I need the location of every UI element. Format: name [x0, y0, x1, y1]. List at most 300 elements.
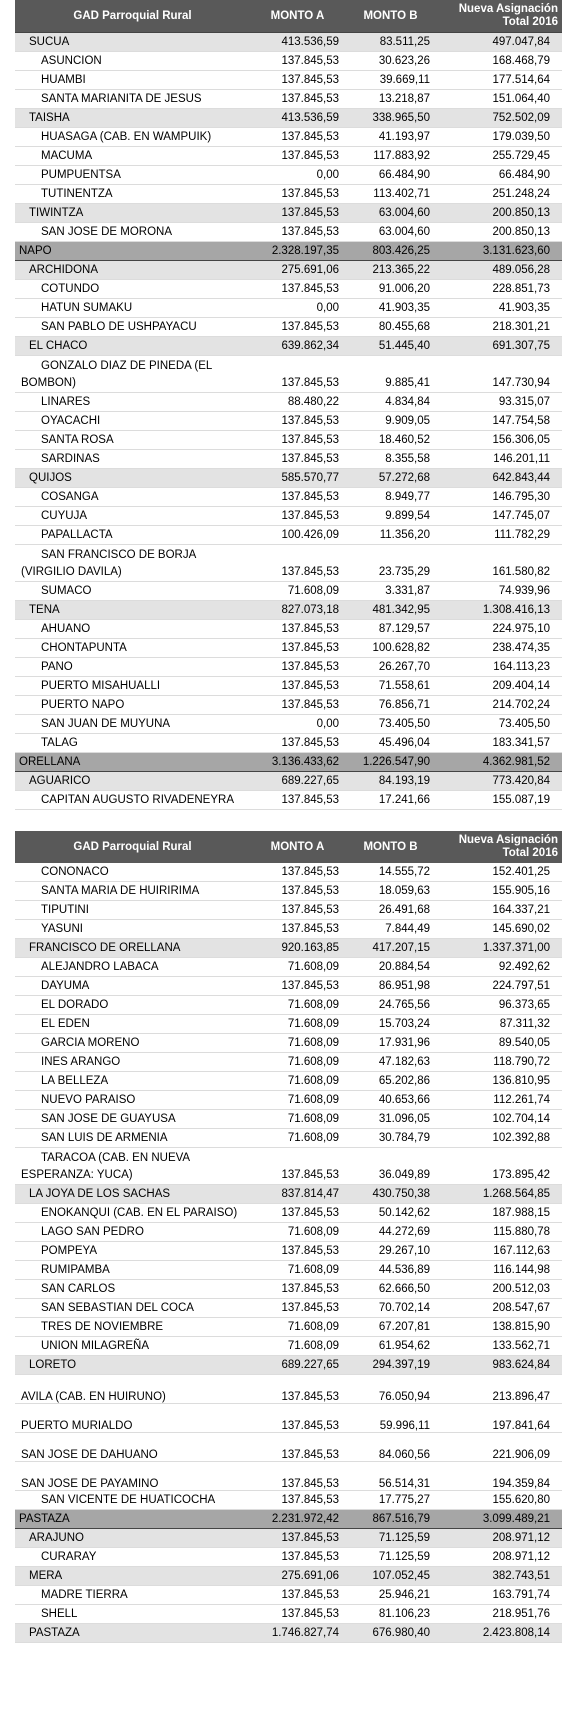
name-cell: AHUANO: [15, 620, 250, 639]
monto-a-cell: 137.845,53: [250, 1529, 345, 1548]
monto-a-cell: 71.608,09: [250, 1053, 345, 1072]
name-cell: DAYUMA: [15, 977, 250, 996]
monto-b-cell: 45.496,04: [345, 734, 436, 753]
name-cell: COTUNDO: [15, 280, 250, 299]
monto-b-cell: 76.856,71: [345, 696, 436, 715]
monto-b-cell: 80.455,68: [345, 318, 436, 337]
name-cell: PASTAZA: [15, 1510, 250, 1529]
parish-row: [15, 1404, 562, 1433]
monto-a-cell: 639.862,34: [250, 337, 345, 356]
monto-a-cell: 137.845,53: [250, 901, 345, 920]
total-cell: 161.580,82: [436, 545, 562, 582]
parish-row: [15, 1204, 562, 1223]
monto-a-cell: 137.845,53: [250, 412, 345, 431]
monto-b-cell: 117.883,92: [345, 147, 436, 166]
monto-b-cell: 63.004,60: [345, 223, 436, 242]
parish-row: [15, 882, 562, 901]
total-cell: 4.362.981,52: [436, 753, 562, 772]
name-cell: ARCHIDONA: [15, 261, 250, 280]
monto-a-cell: 137.845,53: [250, 1204, 345, 1223]
total-cell: 92.492,62: [436, 958, 562, 977]
total-cell: 382.743,51: [436, 1567, 562, 1586]
total-cell: 155.087,19: [436, 791, 562, 810]
parish-row: [15, 299, 562, 318]
parish-row: [15, 696, 562, 715]
canton-row: [15, 1624, 562, 1643]
monto-b-cell: 17.931,96: [345, 1034, 436, 1053]
monto-a-cell: 2.328.197,35: [250, 242, 345, 261]
monto-a-cell: 137.845,53: [250, 204, 345, 223]
total-cell: 3.099.489,21: [436, 1510, 562, 1529]
monto-a-cell: 137.845,53: [250, 488, 345, 507]
monto-a-cell: 1.746.827,74: [250, 1624, 345, 1643]
parish-row: [15, 1337, 562, 1356]
name-cell: SUMACO: [15, 582, 250, 601]
total-cell: 73.405,50: [436, 715, 562, 734]
parish-row: [15, 1491, 562, 1510]
monto-b-cell: 25.946,21: [345, 1586, 436, 1605]
monto-b-cell: 51.445,40: [345, 337, 436, 356]
parish-row: [15, 1091, 562, 1110]
total-cell: 1.337.371,00: [436, 939, 562, 958]
total-cell: 146.201,11: [436, 450, 562, 469]
total-cell: 228.851,73: [436, 280, 562, 299]
monto-a-cell: 137.845,53: [250, 318, 345, 337]
table-header: [15, 831, 562, 863]
monto-b-cell: 7.844,49: [345, 920, 436, 939]
total-cell: 138.815,90: [436, 1318, 562, 1337]
parish-row: [15, 1242, 562, 1261]
monto-a-cell: 137.845,53: [250, 356, 345, 393]
monto-b-cell: 44.536,89: [345, 1261, 436, 1280]
header-monto-a: MONTO A: [250, 0, 345, 33]
monto-a-cell: 137.845,53: [250, 507, 345, 526]
monto-b-cell: 8.949,77: [345, 488, 436, 507]
monto-a-cell: 137.845,53: [250, 977, 345, 996]
monto-b-cell: 76.050,94: [345, 1375, 436, 1404]
table-gap: [0, 810, 566, 831]
monto-b-cell: 66.484,90: [345, 166, 436, 185]
monto-b-cell: 430.750,38: [345, 1185, 436, 1204]
name-cell: SAN JOSE DE MORONA: [15, 223, 250, 242]
monto-b-cell: 59.996,11: [345, 1404, 436, 1433]
monto-a-cell: 71.608,09: [250, 1091, 345, 1110]
total-cell: 983.624,84: [436, 1356, 562, 1375]
name-cell: SHELL: [15, 1605, 250, 1624]
monto-a-cell: 137.845,53: [250, 1605, 345, 1624]
monto-a-cell: 275.691,06: [250, 1567, 345, 1586]
name-cell: PANO: [15, 658, 250, 677]
name-cell: CUYUJA: [15, 507, 250, 526]
monto-a-cell: 137.845,53: [250, 677, 345, 696]
monto-a-cell: 71.608,09: [250, 582, 345, 601]
parish-row: [15, 977, 562, 996]
monto-a-cell: 137.845,53: [250, 52, 345, 71]
name-cell: TIPUTINI: [15, 901, 250, 920]
monto-b-cell: 47.182,63: [345, 1053, 436, 1072]
monto-b-cell: 294.397,19: [345, 1356, 436, 1375]
name-cell: SAN JUAN DE MUYUNA: [15, 715, 250, 734]
name-cell: SARDINAS: [15, 450, 250, 469]
monto-a-cell: 137.845,53: [250, 545, 345, 582]
header-total: Nueva Asignación Total 2016: [436, 831, 562, 863]
name-cell: PUMPUENTSA: [15, 166, 250, 185]
name-cell: CONONACO: [15, 863, 250, 882]
name-cell: LA BELLEZA: [15, 1072, 250, 1091]
total-cell: 116.144,98: [436, 1261, 562, 1280]
total-cell: 147.730,94: [436, 356, 562, 393]
parish-row: [15, 677, 562, 696]
parish-row: [15, 791, 562, 810]
total-cell: 218.301,21: [436, 318, 562, 337]
name-cell: ENOKANQUI (CAB. EN EL PARAISO): [15, 1204, 250, 1223]
monto-b-cell: 30.623,26: [345, 52, 436, 71]
name-cell: MADRE TIERRA: [15, 1586, 250, 1605]
monto-a-cell: 71.608,09: [250, 996, 345, 1015]
name-cell: HATUN SUMAKU: [15, 299, 250, 318]
monto-a-cell: 137.845,53: [250, 1548, 345, 1567]
monto-b-cell: 3.331,87: [345, 582, 436, 601]
parish-row: [15, 1605, 562, 1624]
total-cell: 197.841,64: [436, 1404, 562, 1433]
total-cell: 147.745,07: [436, 507, 562, 526]
monto-b-cell: 56.514,31: [345, 1462, 436, 1491]
monto-a-cell: 137.845,53: [250, 920, 345, 939]
monto-b-cell: 71.125,59: [345, 1529, 436, 1548]
parish-row: [15, 1318, 562, 1337]
total-cell: 224.975,10: [436, 620, 562, 639]
total-cell: 93.315,07: [436, 393, 562, 412]
parish-row: [15, 1586, 562, 1605]
monto-a-cell: 0,00: [250, 715, 345, 734]
canton-row: [15, 1356, 562, 1375]
total-cell: 213.896,47: [436, 1375, 562, 1404]
parish-row: [15, 318, 562, 337]
name-cell: PAPALLACTA: [15, 526, 250, 545]
total-cell: 151.064,40: [436, 90, 562, 109]
name-cell: SAN JOSE DE PAYAMINO: [15, 1462, 250, 1491]
name-cell: CHONTAPUNTA: [15, 639, 250, 658]
monto-b-cell: 86.951,98: [345, 977, 436, 996]
name-cell: SAN SEBASTIAN DEL COCA: [15, 1299, 250, 1318]
parish-row: [15, 715, 562, 734]
monto-b-cell: 24.765,56: [345, 996, 436, 1015]
monto-a-cell: 88.480,22: [250, 393, 345, 412]
monto-b-cell: 8.355,58: [345, 450, 436, 469]
canton-row: [15, 772, 562, 791]
name-cell: LORETO: [15, 1356, 250, 1375]
monto-b-cell: 71.558,61: [345, 677, 436, 696]
monto-a-cell: 2.231.972,42: [250, 1510, 345, 1529]
parish-row: [15, 1053, 562, 1072]
monto-b-cell: 9.885,41: [345, 356, 436, 393]
total-cell: 102.704,14: [436, 1110, 562, 1129]
parish-row: [15, 1261, 562, 1280]
monto-a-cell: 137.845,53: [250, 863, 345, 882]
total-cell: 200.850,13: [436, 204, 562, 223]
monto-b-cell: 57.272,68: [345, 469, 436, 488]
monto-b-cell: 50.142,62: [345, 1204, 436, 1223]
total-cell: 146.795,30: [436, 488, 562, 507]
monto-a-cell: 413.536,59: [250, 33, 345, 52]
name-cell: AVILA (CAB. EN HUIRUNO): [15, 1375, 250, 1404]
name-cell: LA JOYA DE LOS SACHAS: [15, 1185, 250, 1204]
table-body: [15, 33, 562, 810]
allocation-table-2: [15, 831, 562, 1643]
name-cell: SAN VICENTE DE HUATICOCHA: [15, 1491, 250, 1510]
canton-row: [15, 939, 562, 958]
monto-b-cell: 481.342,95: [345, 601, 436, 620]
total-cell: 163.791,74: [436, 1586, 562, 1605]
monto-a-cell: 137.845,53: [250, 1148, 345, 1185]
monto-b-cell: 65.202,86: [345, 1072, 436, 1091]
monto-a-cell: 71.608,09: [250, 1072, 345, 1091]
total-cell: 489.056,28: [436, 261, 562, 280]
parish-row: [15, 507, 562, 526]
total-cell: 102.392,88: [436, 1129, 562, 1148]
total-cell: 111.782,29: [436, 526, 562, 545]
parish-row: [15, 545, 562, 582]
total-cell: 773.420,84: [436, 772, 562, 791]
name-cell: CURARAY: [15, 1548, 250, 1567]
monto-b-cell: 100.628,82: [345, 639, 436, 658]
monto-b-cell: 26.267,70: [345, 658, 436, 677]
total-cell: 238.474,35: [436, 639, 562, 658]
parish-row: [15, 1110, 562, 1129]
parish-row: [15, 1462, 562, 1491]
total-cell: 200.512,03: [436, 1280, 562, 1299]
monto-a-cell: 920.163,85: [250, 939, 345, 958]
name-cell: FRANCISCO DE ORELLANA: [15, 939, 250, 958]
parish-row: [15, 1375, 562, 1404]
total-cell: 224.797,51: [436, 977, 562, 996]
monto-a-cell: 71.608,09: [250, 1129, 345, 1148]
name-cell: ALEJANDRO LABACA: [15, 958, 250, 977]
monto-b-cell: 40.653,66: [345, 1091, 436, 1110]
monto-a-cell: 0,00: [250, 299, 345, 318]
monto-a-cell: 137.845,53: [250, 882, 345, 901]
total-cell: 145.690,02: [436, 920, 562, 939]
monto-b-cell: 676.980,40: [345, 1624, 436, 1643]
parish-row: [15, 147, 562, 166]
monto-b-cell: 39.669,11: [345, 71, 436, 90]
parish-row: [15, 412, 562, 431]
parish-row: [15, 1299, 562, 1318]
monto-a-cell: 837.814,47: [250, 1185, 345, 1204]
canton-row: [15, 1529, 562, 1548]
parish-row: [15, 450, 562, 469]
monto-a-cell: 137.845,53: [250, 431, 345, 450]
total-cell: 2.423.808,14: [436, 1624, 562, 1643]
table-body: [15, 863, 562, 1643]
total-cell: 194.359,84: [436, 1462, 562, 1491]
monto-a-cell: 137.845,53: [250, 791, 345, 810]
monto-a-cell: 137.845,53: [250, 71, 345, 90]
parish-row: [15, 658, 562, 677]
total-cell: 3.131.623,60: [436, 242, 562, 261]
total-cell: 112.261,74: [436, 1091, 562, 1110]
parish-row: [15, 166, 562, 185]
name-cell: SAN JOSE DE DAHUANO: [15, 1433, 250, 1462]
parish-row: [15, 1015, 562, 1034]
total-cell: 642.843,44: [436, 469, 562, 488]
monto-a-cell: 137.845,53: [250, 658, 345, 677]
monto-a-cell: 137.845,53: [250, 620, 345, 639]
monto-b-cell: 63.004,60: [345, 204, 436, 223]
monto-a-cell: 71.608,09: [250, 1318, 345, 1337]
parish-row: [15, 526, 562, 545]
name-cell: TUTINENTZA: [15, 185, 250, 204]
canton-row: [15, 1567, 562, 1586]
total-cell: 218.951,76: [436, 1605, 562, 1624]
name-cell: GARCIA MORENO: [15, 1034, 250, 1053]
parish-row: [15, 901, 562, 920]
monto-a-cell: 3.136.433,62: [250, 753, 345, 772]
monto-b-cell: 18.059,63: [345, 882, 436, 901]
total-cell: 752.502,09: [436, 109, 562, 128]
name-cell: PASTAZA: [15, 1624, 250, 1643]
monto-b-cell: 36.049,89: [345, 1148, 436, 1185]
name-cell: TARACOA (CAB. EN NUEVA ESPERANZA: YUCA): [15, 1148, 250, 1185]
monto-a-cell: 137.845,53: [250, 1433, 345, 1462]
name-cell: MERA: [15, 1567, 250, 1586]
monto-a-cell: 689.227,65: [250, 772, 345, 791]
name-cell: SAN PABLO DE USHPAYACU: [15, 318, 250, 337]
name-cell: EL DORADO: [15, 996, 250, 1015]
monto-a-cell: 137.845,53: [250, 128, 345, 147]
name-cell: COSANGA: [15, 488, 250, 507]
parish-row: [15, 431, 562, 450]
table-header: [15, 0, 562, 33]
total-cell: 168.468,79: [436, 52, 562, 71]
name-cell: PUERTO MURIALDO: [15, 1404, 250, 1433]
name-cell: TIWINTZA: [15, 204, 250, 223]
monto-b-cell: 9.909,05: [345, 412, 436, 431]
monto-b-cell: 31.096,05: [345, 1110, 436, 1129]
total-cell: 96.373,65: [436, 996, 562, 1015]
monto-b-cell: 87.129,57: [345, 620, 436, 639]
parish-row: [15, 71, 562, 90]
monto-b-cell: 84.060,56: [345, 1433, 436, 1462]
parish-row: [15, 1034, 562, 1053]
name-cell: HUASAGA (CAB. EN WAMPUIK): [15, 128, 250, 147]
total-cell: 208.547,67: [436, 1299, 562, 1318]
total-cell: 183.341,57: [436, 734, 562, 753]
name-cell: SAN JOSE DE GUAYUSA: [15, 1110, 250, 1129]
header-monto-a: MONTO A: [250, 831, 345, 863]
monto-a-cell: 137.845,53: [250, 90, 345, 109]
name-cell: INES ARANGO: [15, 1053, 250, 1072]
total-cell: 691.307,75: [436, 337, 562, 356]
monto-a-cell: 137.845,53: [250, 734, 345, 753]
canton-row: [15, 261, 562, 280]
name-cell: TRES DE NOVIEMBRE: [15, 1318, 250, 1337]
total-cell: 155.620,80: [436, 1491, 562, 1510]
total-cell: 41.903,35: [436, 299, 562, 318]
name-cell: ORELLANA: [15, 753, 250, 772]
name-cell: LINARES: [15, 393, 250, 412]
parish-row: [15, 996, 562, 1015]
monto-a-cell: 827.073,18: [250, 601, 345, 620]
monto-b-cell: 62.666,50: [345, 1280, 436, 1299]
monto-b-cell: 867.516,79: [345, 1510, 436, 1529]
monto-b-cell: 17.241,66: [345, 791, 436, 810]
monto-a-cell: 71.608,09: [250, 1110, 345, 1129]
total-cell: 179.039,50: [436, 128, 562, 147]
name-cell: LAGO SAN PEDRO: [15, 1223, 250, 1242]
name-cell: SANTA MARIA DE HUIRIRIMA: [15, 882, 250, 901]
monto-a-cell: 689.227,65: [250, 1356, 345, 1375]
parish-row: [15, 128, 562, 147]
monto-b-cell: 73.405,50: [345, 715, 436, 734]
monto-b-cell: 71.125,59: [345, 1548, 436, 1567]
monto-a-cell: 137.845,53: [250, 280, 345, 299]
monto-b-cell: 11.356,20: [345, 526, 436, 545]
header-total: Nueva Asignación Total 2016: [436, 0, 562, 33]
monto-b-cell: 67.207,81: [345, 1318, 436, 1337]
parish-row: [15, 488, 562, 507]
parish-row: [15, 920, 562, 939]
header-gad: GAD Parroquial Rural: [15, 0, 250, 33]
monto-a-cell: 71.608,09: [250, 958, 345, 977]
monto-b-cell: 213.365,22: [345, 261, 436, 280]
name-cell: SUCUA: [15, 33, 250, 52]
total-cell: 167.112,63: [436, 1242, 562, 1261]
parish-row: [15, 356, 562, 393]
monto-b-cell: 81.106,23: [345, 1605, 436, 1624]
parish-row: [15, 620, 562, 639]
total-cell: 164.337,21: [436, 901, 562, 920]
name-cell: HUAMBI: [15, 71, 250, 90]
name-cell: MACUMA: [15, 147, 250, 166]
name-cell: EL CHACO: [15, 337, 250, 356]
parish-row: [15, 639, 562, 658]
parish-row: [15, 863, 562, 882]
monto-b-cell: 803.426,25: [345, 242, 436, 261]
monto-b-cell: 30.784,79: [345, 1129, 436, 1148]
monto-a-cell: 0,00: [250, 166, 345, 185]
monto-b-cell: 29.267,10: [345, 1242, 436, 1261]
parish-row: [15, 582, 562, 601]
canton-row: [15, 337, 562, 356]
total-cell: 187.988,15: [436, 1204, 562, 1223]
total-cell: 208.971,12: [436, 1529, 562, 1548]
monto-a-cell: 71.608,09: [250, 1015, 345, 1034]
total-cell: 497.047,84: [436, 33, 562, 52]
total-cell: 209.404,14: [436, 677, 562, 696]
name-cell: SAN FRANCISCO DE BORJA (VIRGILIO DAVILA): [15, 545, 250, 582]
total-cell: 173.895,42: [436, 1148, 562, 1185]
monto-a-cell: 137.845,53: [250, 1462, 345, 1491]
total-cell: 214.702,24: [436, 696, 562, 715]
parish-row: [15, 734, 562, 753]
name-cell: GONZALO DIAZ DE PINEDA (EL BOMBON): [15, 356, 250, 393]
name-cell: TENA: [15, 601, 250, 620]
parish-row: [15, 90, 562, 109]
monto-b-cell: 14.555,72: [345, 863, 436, 882]
name-cell: SAN LUIS DE ARMENIA: [15, 1129, 250, 1148]
monto-a-cell: 137.845,53: [250, 223, 345, 242]
monto-b-cell: 20.884,54: [345, 958, 436, 977]
total-cell: 177.514,64: [436, 71, 562, 90]
total-cell: 155.905,16: [436, 882, 562, 901]
monto-a-cell: 585.570,77: [250, 469, 345, 488]
canton-row: [15, 204, 562, 223]
total-cell: 87.311,32: [436, 1015, 562, 1034]
total-cell: 208.971,12: [436, 1548, 562, 1567]
total-cell: 1.308.416,13: [436, 601, 562, 620]
total-cell: 200.850,13: [436, 223, 562, 242]
